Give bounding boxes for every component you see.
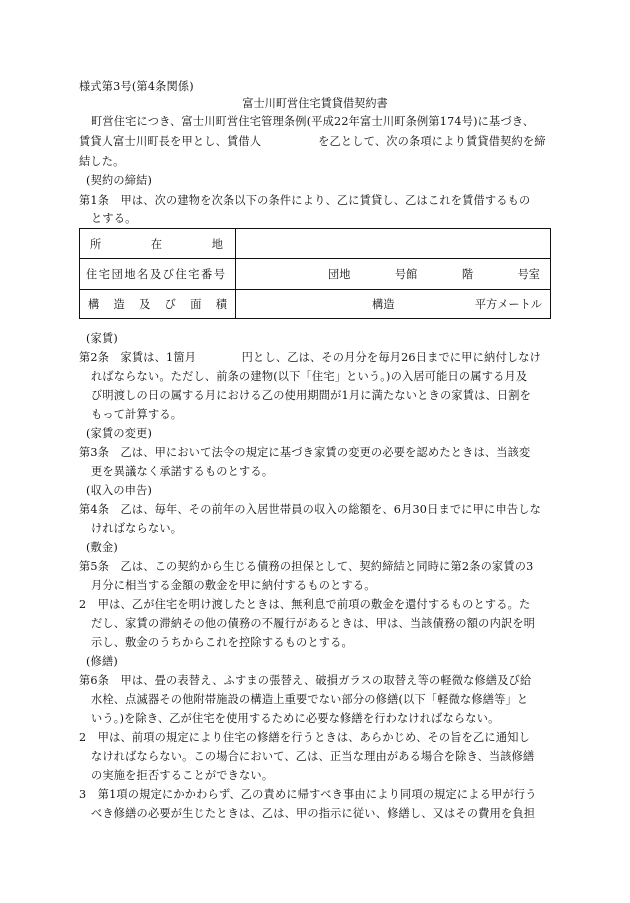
label-structure-area — [80, 290, 236, 319]
section-heading: (契約の締結) — [86, 174, 153, 187]
form-number: 様式第3号(第4条関係) — [79, 80, 194, 93]
table-row — [80, 290, 551, 319]
intro-line: 町営住宅につき、富士川町営住宅管理条例(平成22年富士川町条例第174号)に基づき、 — [91, 115, 535, 128]
intro-line: 賃貸人富士川町長を甲とし、賃借人 を乙として、次の条項により賃貸借契約を締 — [79, 135, 546, 148]
unit-area: 平方メートル — [474, 298, 542, 311]
article-line: 第3条 乙は、甲において法令の規定に基づき家賃の変更の必要を認めたときは、当該変 — [79, 446, 531, 459]
article-line: べき修繕の必要が生じたときは、乙は、甲の指示に従い、修繕し、又はその費用を負担 — [91, 807, 536, 820]
article-line: とする。 — [91, 212, 137, 225]
table-row — [80, 259, 551, 290]
article-line: 第1条 甲は、次の建物を次条以下の条件により、乙に賃貸し、乙はこれを賃借するもの — [79, 194, 531, 207]
article-line: 2 甲は、乙が住宅を明け渡したときは、無利息で前項の敷金を還付するものとする。た — [79, 598, 531, 611]
section-heading: (修繕) — [86, 655, 118, 668]
article-line: 月分に相当する金額の敷金を甲に納付するものとする。 — [91, 579, 376, 592]
label-char: び — [164, 298, 176, 311]
article-line: いう。)を除き、乙が住宅を使用するために必要な修繕を行わなければならない。 — [91, 712, 500, 725]
article-line: 第6条 甲は、畳の表替え、ふすまの張替え、破損ガラスの取替え等の軽微な修繕及び給 — [79, 674, 532, 687]
label-complex-number — [80, 259, 236, 290]
section-heading: (家賃) — [86, 332, 118, 345]
article-line: ればならない。ただし、前条の建物(以下「住宅」という。)の入居可能日の属する月及 — [91, 370, 528, 383]
article-line: 第2条 家賃は、1箇月 円とし、乙は、その月分を毎月26日までに甲に納付しなけ — [79, 351, 541, 364]
unit-structure: 構造 — [372, 298, 395, 311]
table-row — [80, 229, 551, 259]
label-text: 住宅団地名及び住宅番号 — [86, 268, 227, 281]
label-location — [80, 229, 236, 259]
article-line: 3 第1項の規定にかかわらず、乙の責めに帰すべき事由により同項の規定による甲が行う — [79, 788, 537, 801]
article-line: 第5条 乙は、この契約から生じる債務の担保として、契約締結と同時に第2条の家賃の3 — [79, 560, 534, 573]
article-line: 示し、敷金のうちからこれを控除するものとする。 — [91, 636, 353, 649]
article-line: 第4条 乙は、毎年、その前年の入居世帯員の収入の総額を、6月30日までに甲に申告しな — [79, 503, 541, 516]
article-line: ければならない。 — [91, 522, 183, 535]
document-title: 富士川町営住宅賃貸借契約書 — [242, 97, 388, 110]
label-char: 面 — [190, 298, 202, 311]
value-location — [236, 229, 551, 259]
article-line: 水栓、点滅器その他附帯施設の構造上重要でない部分の修繕(以下「軽微な修繕等」と — [91, 693, 529, 706]
label-char: 造 — [113, 298, 125, 311]
value-complex-number — [236, 259, 551, 290]
label-char: 地 — [211, 237, 223, 251]
unit-room: 号室 — [517, 268, 540, 281]
unit-building: 号館 — [394, 268, 418, 281]
property-table — [79, 228, 551, 319]
section-heading: (敷金) — [86, 541, 118, 554]
value-structure-area — [236, 290, 551, 319]
label-char: 及 — [139, 298, 151, 311]
article-line: 更を異議なく承諾するものとする。 — [91, 465, 274, 478]
section-heading: (収入の申告) — [86, 484, 153, 497]
article-line: の実施を拒否することができない。 — [91, 769, 274, 782]
article-line: 2 甲は、前項の規定により住宅の修繕を行うときは、あらかじめ、その旨を乙に通知し — [79, 731, 530, 744]
label-char: 所 — [90, 237, 102, 251]
label-char: 構 — [88, 298, 100, 311]
label-char: 積 — [215, 298, 227, 311]
article-line: もって計算する。 — [91, 408, 183, 421]
unit-floor: 階 — [461, 268, 474, 281]
article-line: なければならない。この場合において、乙は、正当な理由がある場合を除き、当該修繕 — [91, 750, 535, 763]
intro-line: 結した。 — [79, 155, 125, 168]
label-char: 在 — [150, 237, 163, 251]
article-line: だし、家賃の滞納その他の債務の不履行があるときは、甲は、当該債務の額の内訳を明 — [91, 617, 536, 630]
unit-complex: 団地 — [328, 268, 351, 281]
article-line: び明渡しの日の属する月における乙の使用期間が1月に満たないときの家賃は、日割を — [91, 389, 532, 402]
section-heading: (家賃の変更) — [86, 427, 153, 440]
